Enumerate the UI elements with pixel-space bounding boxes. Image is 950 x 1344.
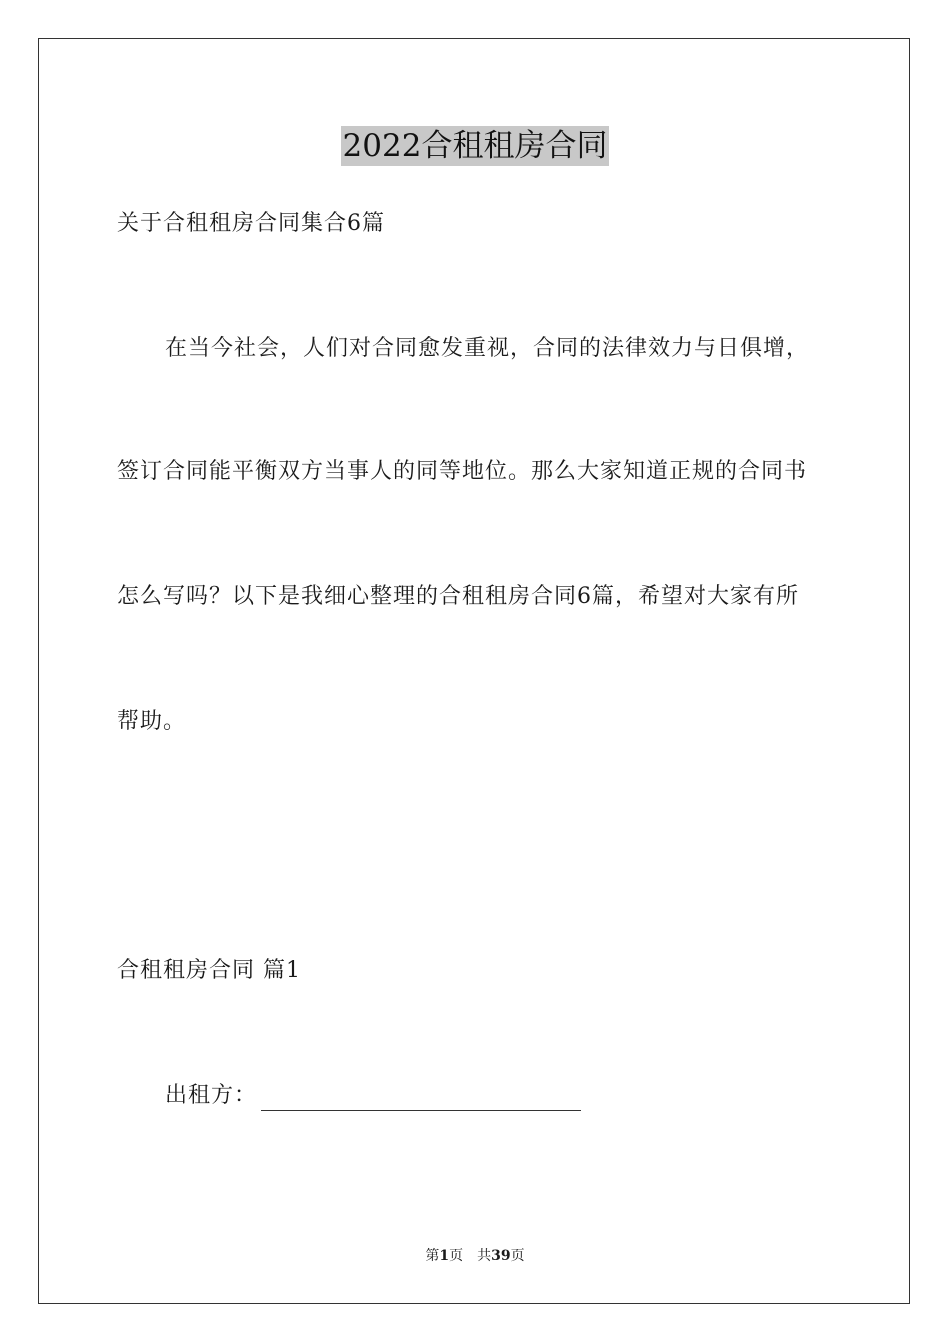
intro-line-1: 在当今社会，人们对合同愈发重视，合同的法律效力与日俱增，	[165, 336, 810, 361]
intro-line-4: 帮助。	[117, 709, 187, 734]
lessor-label: 出租方：	[165, 1083, 258, 1108]
footer-total-prefix: 共	[477, 1248, 492, 1264]
section-heading: 合租租房合同 篇1	[117, 958, 301, 983]
footer-page-prefix: 第	[425, 1248, 440, 1264]
footer-total-suffix: 页	[510, 1248, 525, 1264]
lessor-field	[165, 1081, 581, 1111]
title-container	[0, 126, 950, 166]
footer-page-current: 1	[439, 1248, 450, 1264]
lessor-blank-line	[261, 1088, 581, 1111]
footer-page-suffix: 页	[449, 1248, 464, 1264]
intro-line-2: 签订合同能平衡双方当事人的同等地位。那么大家知道正规的合同书	[117, 459, 808, 484]
page-footer	[0, 1246, 950, 1266]
document-title: 2022合租租房合同	[342, 128, 608, 164]
intro-line-3: 怎么写吗？以下是我细心整理的合租租房合同6篇，希望对大家有所	[117, 584, 799, 609]
footer-page-total: 39	[491, 1248, 511, 1264]
document-subtitle: 关于合租租房合同集合6篇	[117, 211, 385, 236]
